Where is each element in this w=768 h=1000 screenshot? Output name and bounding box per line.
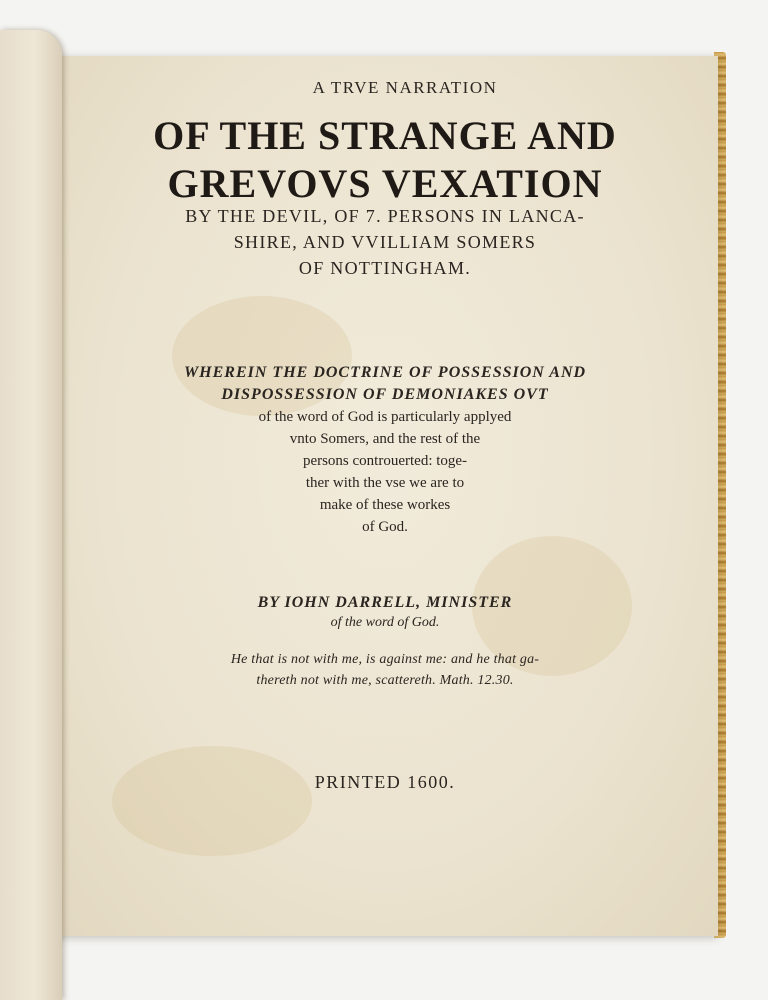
- imprint: PRINTED 1600.: [314, 772, 456, 792]
- title-page: [52, 56, 718, 936]
- wherein-line-5: persons controuerted: toge-: [302, 453, 468, 469]
- subtitle-line-2: SHIRE, AND VVILLIAM SOMERS: [233, 232, 537, 252]
- quote-line-2: thereth not with me, scattereth. Math. 12.30.: [256, 673, 514, 688]
- title-line-1: OF THE STRANGE AND: [153, 113, 617, 158]
- wherein-line-1: WHEREIN THE DOCTRINE OF POSSESSION AND: [183, 364, 587, 381]
- wherein-line-4: vnto Somers, and the rest of the: [289, 431, 481, 447]
- wherein-line-2: DISPOSSESSION OF DEMONIAKES OVT: [221, 386, 549, 403]
- wherein-line-3: of the word of God is particularly applyed: [258, 409, 512, 425]
- paper-stain: [112, 746, 312, 856]
- wherein-line-8: of God.: [362, 519, 408, 535]
- wherein-line-7: make of these workes: [319, 497, 451, 513]
- wherein-line-6: ther with the vse we are to: [305, 475, 465, 491]
- quote-line-1: He that is not with me, is against me: and he that ga-: [230, 652, 540, 667]
- narration-heading: A TRVE NARRATION: [312, 78, 498, 97]
- flyleaf: [0, 30, 62, 1000]
- title-line-2: GREVOVS VEXATION: [167, 161, 603, 206]
- subtitle-line-1: BY THE DEVIL, OF 7. PERSONS IN LANCA-: [185, 206, 585, 226]
- subtitle-line-3: OF NOTTINGHAM.: [298, 258, 472, 278]
- author-line-1: BY IOHN DARRELL, MINISTER: [257, 594, 513, 611]
- author-line-2: of the word of God.: [330, 615, 440, 630]
